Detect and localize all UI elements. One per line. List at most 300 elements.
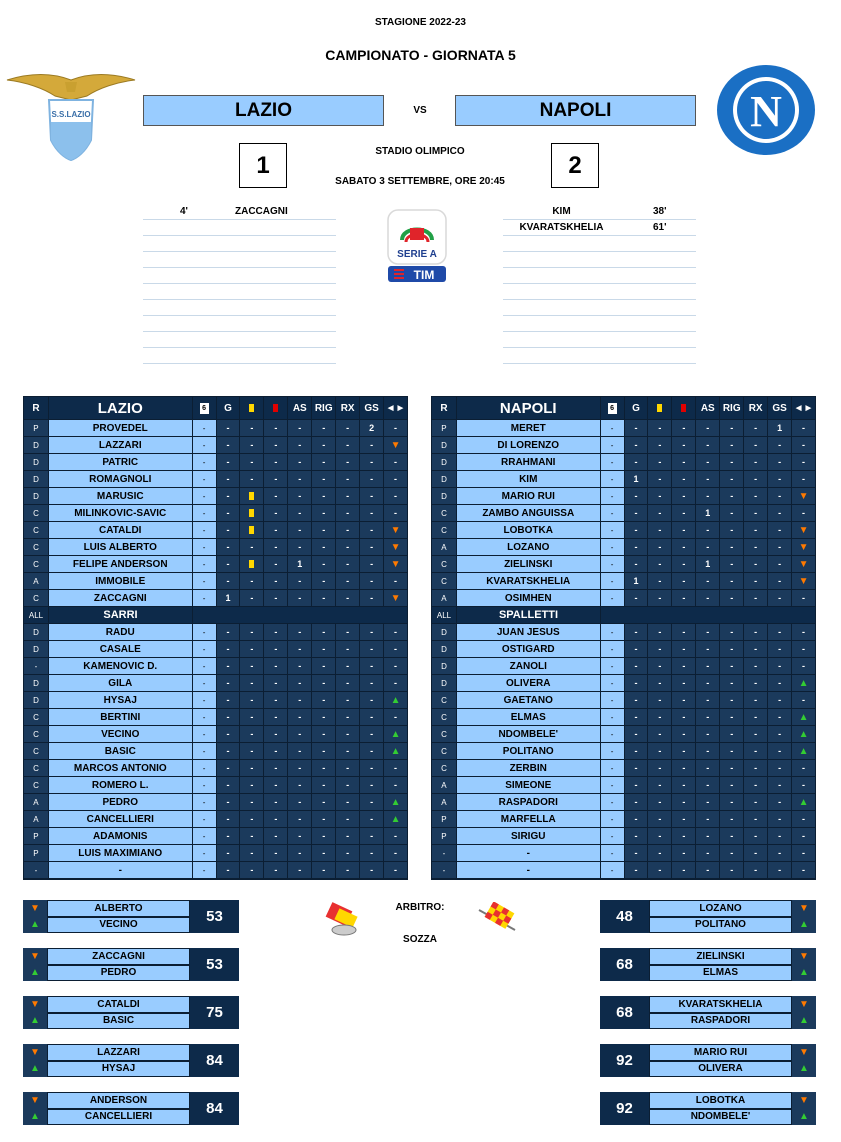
player-stat-cell <box>312 726 336 742</box>
stat-as: - <box>706 593 710 603</box>
player-role: D <box>24 675 49 691</box>
player-role: A <box>24 811 49 827</box>
player-stat-cell <box>240 420 264 436</box>
player-stat-cell <box>768 726 792 742</box>
scorer-name: KIM <box>552 206 571 217</box>
player-name: MARUSIC <box>49 488 193 504</box>
player-stat-cell <box>264 590 288 606</box>
stat-rd: - <box>274 848 278 858</box>
stat-y: - <box>250 848 254 858</box>
player-stat-cell <box>696 624 720 640</box>
player-stat-cell <box>625 658 649 674</box>
stat-as: - <box>298 831 302 841</box>
stat-rd: - <box>682 848 686 858</box>
player-stat-cell <box>384 539 407 555</box>
sub-names <box>649 996 792 1029</box>
player-stat-cell <box>217 862 241 878</box>
player-stat-cell <box>336 658 360 674</box>
stat-rig: - <box>322 678 326 688</box>
stat-gs: - <box>370 729 374 739</box>
player-stat-cell <box>672 777 696 793</box>
player-stat-cell <box>672 437 696 453</box>
stat-rx: - <box>346 542 350 552</box>
scorer-line <box>143 316 336 332</box>
stat-y: - <box>658 797 662 807</box>
sub-in-arrow-icon: ▲ <box>799 966 809 978</box>
col-goals: G <box>217 397 241 419</box>
sub-names <box>649 948 792 981</box>
stat-gs: - <box>778 593 782 603</box>
sub-in-arrow-icon: ▲ <box>798 677 809 689</box>
stat-y: - <box>250 831 254 841</box>
stat-gs: - <box>370 695 374 705</box>
coach-fill <box>601 607 815 623</box>
player-stat-cell <box>648 692 672 708</box>
col-assists: AS <box>696 397 720 419</box>
stat-rig: - <box>322 661 326 671</box>
player-vote: - <box>193 454 217 470</box>
player-vote: - <box>193 488 217 504</box>
player-stat-cell <box>744 437 768 453</box>
stat-gs: - <box>778 678 782 688</box>
player-stat-cell <box>625 471 649 487</box>
player-stat-cell <box>217 760 241 776</box>
stat-rx: - <box>754 508 758 518</box>
scorer-line <box>503 220 696 236</box>
player-stat-cell <box>336 454 360 470</box>
player-stat-cell <box>312 845 336 861</box>
player-vote: - <box>193 539 217 555</box>
player-stat-cell <box>696 760 720 776</box>
player-stat-cell <box>360 862 384 878</box>
player-stat-cell <box>720 471 744 487</box>
player-stat-cell <box>696 590 720 606</box>
player-role: C <box>432 760 457 776</box>
sub-arrows <box>792 996 816 1029</box>
player-vote: - <box>601 777 625 793</box>
player-stat-cell <box>217 709 241 725</box>
player-stat-cell <box>696 539 720 555</box>
col-red <box>264 397 288 419</box>
stat-y: - <box>250 678 254 688</box>
stat-rx: - <box>754 474 758 484</box>
player-stat-cell <box>336 709 360 725</box>
player-stat-cell <box>312 454 336 470</box>
stat-rx: - <box>346 474 350 484</box>
bench-row <box>432 828 815 845</box>
stat-rx: - <box>346 457 350 467</box>
player-stat-cell <box>696 675 720 691</box>
player-stat-cell <box>264 641 288 657</box>
stat-rig: - <box>730 525 734 535</box>
player-stat-cell <box>312 471 336 487</box>
stat-rx: - <box>754 729 758 739</box>
sub-in-arrow-icon: ▲ <box>390 728 401 740</box>
stat-s: - <box>394 423 398 433</box>
player-role: C <box>24 777 49 793</box>
player-name: - <box>457 862 601 878</box>
player-stat-cell <box>336 573 360 589</box>
bench-row <box>24 641 407 658</box>
player-row <box>24 437 407 454</box>
player-stat-cell <box>312 777 336 793</box>
bench-row <box>24 692 407 709</box>
player-stat-cell <box>288 573 312 589</box>
player-name: - <box>49 862 193 878</box>
stat-as: - <box>298 848 302 858</box>
sub-out-arrow-icon: ▼ <box>30 998 40 1010</box>
player-stat-cell <box>720 811 744 827</box>
stat-rx: - <box>754 525 758 535</box>
stat-gs: - <box>370 542 374 552</box>
bench-row <box>432 641 815 658</box>
stat-gs: - <box>370 559 374 569</box>
substitution-box <box>23 1044 239 1077</box>
stat-rd: - <box>682 508 686 518</box>
player-name: POLITANO <box>457 743 601 759</box>
player-role: C <box>432 556 457 572</box>
player-stat-cell <box>648 726 672 742</box>
player-stat-cell <box>720 624 744 640</box>
stat-as: - <box>298 763 302 773</box>
player-name: RASPADORI <box>457 794 601 810</box>
stat-gs: - <box>370 593 374 603</box>
stat-rx: - <box>346 746 350 756</box>
player-stat-cell <box>384 675 407 691</box>
player-stat-cell <box>360 845 384 861</box>
stat-rd: - <box>274 576 278 586</box>
stat-rd: - <box>682 763 686 773</box>
player-vote: - <box>193 522 217 538</box>
stat-gs: - <box>370 474 374 484</box>
stat-rx: - <box>754 848 758 858</box>
stat-rig: - <box>322 525 326 535</box>
stat-rd: - <box>274 542 278 552</box>
player-stat-cell <box>648 420 672 436</box>
stat-g: - <box>634 525 638 535</box>
player-stat-cell <box>360 709 384 725</box>
sub-minute: 75 <box>190 996 239 1029</box>
stat-g: - <box>226 474 230 484</box>
stat-rig: - <box>322 542 326 552</box>
player-stat-cell <box>648 811 672 827</box>
player-stat-cell <box>625 454 649 470</box>
sub-out-arrow-icon: ▼ <box>798 490 809 502</box>
stat-gs: - <box>778 848 782 858</box>
player-stat-cell <box>625 573 649 589</box>
player-role: P <box>432 828 457 844</box>
stat-rd: - <box>274 474 278 484</box>
sub-in-arrow-icon: ▲ <box>30 1014 40 1026</box>
player-stat-cell <box>792 726 815 742</box>
stat-g: - <box>226 661 230 671</box>
player-role: P <box>24 420 49 436</box>
stat-y: - <box>250 440 254 450</box>
col-assists: AS <box>288 397 312 419</box>
player-stat-cell <box>240 590 264 606</box>
player-stat-cell <box>264 420 288 436</box>
player-name: KIM <box>457 471 601 487</box>
player-role: C <box>24 590 49 606</box>
player-stat-cell <box>288 692 312 708</box>
sub-player-out: MARIO RUI <box>649 1044 792 1061</box>
player-stat-cell <box>696 794 720 810</box>
stat-rd: - <box>274 712 278 722</box>
player-stat-cell <box>648 471 672 487</box>
player-stat-cell <box>672 726 696 742</box>
stat-rig: - <box>322 712 326 722</box>
bench-row <box>24 743 407 760</box>
player-stat-cell <box>648 709 672 725</box>
player-role: D <box>432 437 457 453</box>
stat-s: - <box>802 440 806 450</box>
player-name: LOZANO <box>457 539 601 555</box>
scorer-line <box>143 268 336 284</box>
stat-as: - <box>298 423 302 433</box>
player-stat-cell <box>217 505 241 521</box>
stat-rx: - <box>754 593 758 603</box>
stat-gs: - <box>778 746 782 756</box>
player-stat-cell <box>720 743 744 759</box>
stat-as: - <box>298 695 302 705</box>
player-stat-cell <box>336 624 360 640</box>
player-stat-cell <box>217 743 241 759</box>
player-stat-cell <box>648 522 672 538</box>
player-row <box>432 573 815 590</box>
player-stat-cell <box>648 675 672 691</box>
stat-g: 1 <box>633 576 639 586</box>
stat-y: - <box>658 831 662 841</box>
player-stat-cell <box>648 777 672 793</box>
player-stat-cell <box>792 675 815 691</box>
stat-as: - <box>706 627 710 637</box>
player-vote: - <box>601 522 625 538</box>
stat-as: - <box>706 542 710 552</box>
player-stat-cell <box>625 726 649 742</box>
stat-y: - <box>250 542 254 552</box>
player-name: MARFELLA <box>457 811 601 827</box>
substitution-box <box>600 1044 816 1077</box>
player-stat-cell <box>792 743 815 759</box>
sub-out-arrow-icon: ▼ <box>390 592 401 604</box>
player-stat-cell <box>240 539 264 555</box>
player-role: D <box>432 658 457 674</box>
stat-as: - <box>298 746 302 756</box>
bench-row <box>24 845 407 862</box>
substitution-box <box>600 1092 816 1125</box>
player-stat-cell <box>336 420 360 436</box>
player-vote: - <box>601 488 625 504</box>
player-stat-cell <box>625 556 649 572</box>
player-stat-cell <box>744 420 768 436</box>
player-stat-cell <box>625 539 649 555</box>
bench-row <box>24 624 407 641</box>
stat-rig: - <box>730 627 734 637</box>
player-stat-cell <box>288 709 312 725</box>
stat-g: - <box>226 848 230 858</box>
player-stat-cell <box>768 437 792 453</box>
player-stat-cell <box>288 641 312 657</box>
stat-rig: - <box>322 848 326 858</box>
player-stat-cell <box>720 454 744 470</box>
player-row <box>24 454 407 471</box>
player-stat-cell <box>240 828 264 844</box>
coach-fill <box>193 607 407 623</box>
napoli-logo-letter: N <box>750 87 782 136</box>
substitution-box <box>600 948 816 981</box>
player-stat-cell <box>744 794 768 810</box>
stat-rx: - <box>754 814 758 824</box>
player-stat-cell <box>672 556 696 572</box>
stat-rd: - <box>274 457 278 467</box>
player-stat-cell <box>384 794 407 810</box>
player-vote: - <box>601 471 625 487</box>
player-stat-cell <box>768 573 792 589</box>
stat-g: - <box>226 508 230 518</box>
stat-rx: - <box>346 831 350 841</box>
player-stat-cell <box>288 505 312 521</box>
player-stat-cell <box>696 845 720 861</box>
stat-rd: - <box>682 780 686 790</box>
player-stat-cell <box>360 641 384 657</box>
lazio-logo-text: S.S.LAZIO <box>51 110 91 119</box>
player-stat-cell <box>625 743 649 759</box>
stat-s: - <box>394 678 398 688</box>
player-stat-cell <box>625 811 649 827</box>
player-vote: - <box>601 811 625 827</box>
sub-out-arrow-icon: ▼ <box>799 902 809 914</box>
player-stat-cell <box>312 760 336 776</box>
sub-out-arrow-icon: ▼ <box>30 1094 40 1106</box>
stat-rig: - <box>730 457 734 467</box>
coach-name: SARRI <box>49 607 193 623</box>
player-stat-cell <box>672 641 696 657</box>
stat-rd: - <box>682 542 686 552</box>
bench-row <box>432 624 815 641</box>
stat-as: - <box>706 644 710 654</box>
player-vote: - <box>601 658 625 674</box>
player-stat-cell <box>217 624 241 640</box>
stat-as: - <box>706 780 710 790</box>
player-stat-cell <box>360 811 384 827</box>
sub-player-out: ANDERSON <box>47 1092 190 1109</box>
player-stat-cell <box>672 658 696 674</box>
sub-player-in: OLIVERA <box>649 1061 792 1078</box>
player-stat-cell <box>672 590 696 606</box>
player-stat-cell <box>720 539 744 555</box>
stat-s: - <box>802 763 806 773</box>
player-role: A <box>432 777 457 793</box>
scorer-line <box>503 284 696 300</box>
stat-g: 1 <box>633 474 639 484</box>
stat-as: - <box>298 865 302 875</box>
stat-gs: - <box>370 576 374 586</box>
stat-as: - <box>298 491 302 501</box>
player-stat-cell <box>744 675 768 691</box>
player-stat-cell <box>288 590 312 606</box>
player-stat-cell <box>240 743 264 759</box>
player-row <box>24 505 407 522</box>
stat-rx: - <box>754 695 758 705</box>
stat-rd: - <box>682 627 686 637</box>
player-stat-cell <box>217 641 241 657</box>
player-stat-cell <box>744 743 768 759</box>
bench-row <box>432 692 815 709</box>
stat-rd: - <box>682 423 686 433</box>
player-stat-cell <box>217 777 241 793</box>
stat-s: - <box>394 848 398 858</box>
player-stat-cell <box>696 488 720 504</box>
player-stat-cell <box>768 675 792 691</box>
player-stat-cell <box>217 675 241 691</box>
player-stat-cell <box>744 726 768 742</box>
player-row <box>24 590 407 607</box>
player-vote: - <box>193 641 217 657</box>
player-role: C <box>432 505 457 521</box>
stat-rd: - <box>682 644 686 654</box>
stat-y: - <box>658 491 662 501</box>
player-role: P <box>24 845 49 861</box>
player-stat-cell <box>648 658 672 674</box>
stat-y: - <box>250 729 254 739</box>
stat-gs: - <box>370 644 374 654</box>
player-vote: - <box>193 573 217 589</box>
player-stat-cell <box>288 675 312 691</box>
scorer-line <box>143 284 336 300</box>
player-row <box>24 522 407 539</box>
player-stat-cell <box>360 522 384 538</box>
player-stat-cell <box>696 709 720 725</box>
player-stat-cell <box>720 522 744 538</box>
player-stat-cell <box>696 777 720 793</box>
player-stat-cell <box>312 709 336 725</box>
player-stat-cell <box>312 692 336 708</box>
player-stat-cell <box>384 437 407 453</box>
stat-rd: - <box>682 712 686 722</box>
player-stat-cell <box>672 845 696 861</box>
stat-y: - <box>250 593 254 603</box>
stat-gs: - <box>370 814 374 824</box>
stat-rx: - <box>754 423 758 433</box>
stat-y: - <box>250 797 254 807</box>
player-stat-cell <box>336 845 360 861</box>
stat-s: - <box>802 423 806 433</box>
scorer-line <box>503 252 696 268</box>
player-stat-cell <box>744 709 768 725</box>
player-name: ZANOLI <box>457 658 601 674</box>
stat-y: - <box>658 525 662 535</box>
stat-y: - <box>658 729 662 739</box>
player-stat-cell <box>744 658 768 674</box>
sub-player-out: LOBOTKA <box>649 1092 792 1109</box>
player-stat-cell <box>768 624 792 640</box>
stat-gs: - <box>778 712 782 722</box>
stat-rig: - <box>730 797 734 807</box>
player-role: C <box>24 522 49 538</box>
stat-gs: - <box>370 678 374 688</box>
stat-rx: - <box>346 797 350 807</box>
player-stat-cell <box>264 505 288 521</box>
player-vote: - <box>601 420 625 436</box>
player-stat-cell <box>648 454 672 470</box>
stat-s: - <box>802 865 806 875</box>
player-stat-cell <box>360 590 384 606</box>
player-name: DI LORENZO <box>457 437 601 453</box>
player-stat-cell <box>625 862 649 878</box>
player-name: PROVEDEL <box>49 420 193 436</box>
stat-as: - <box>298 780 302 790</box>
player-stat-cell <box>217 811 241 827</box>
